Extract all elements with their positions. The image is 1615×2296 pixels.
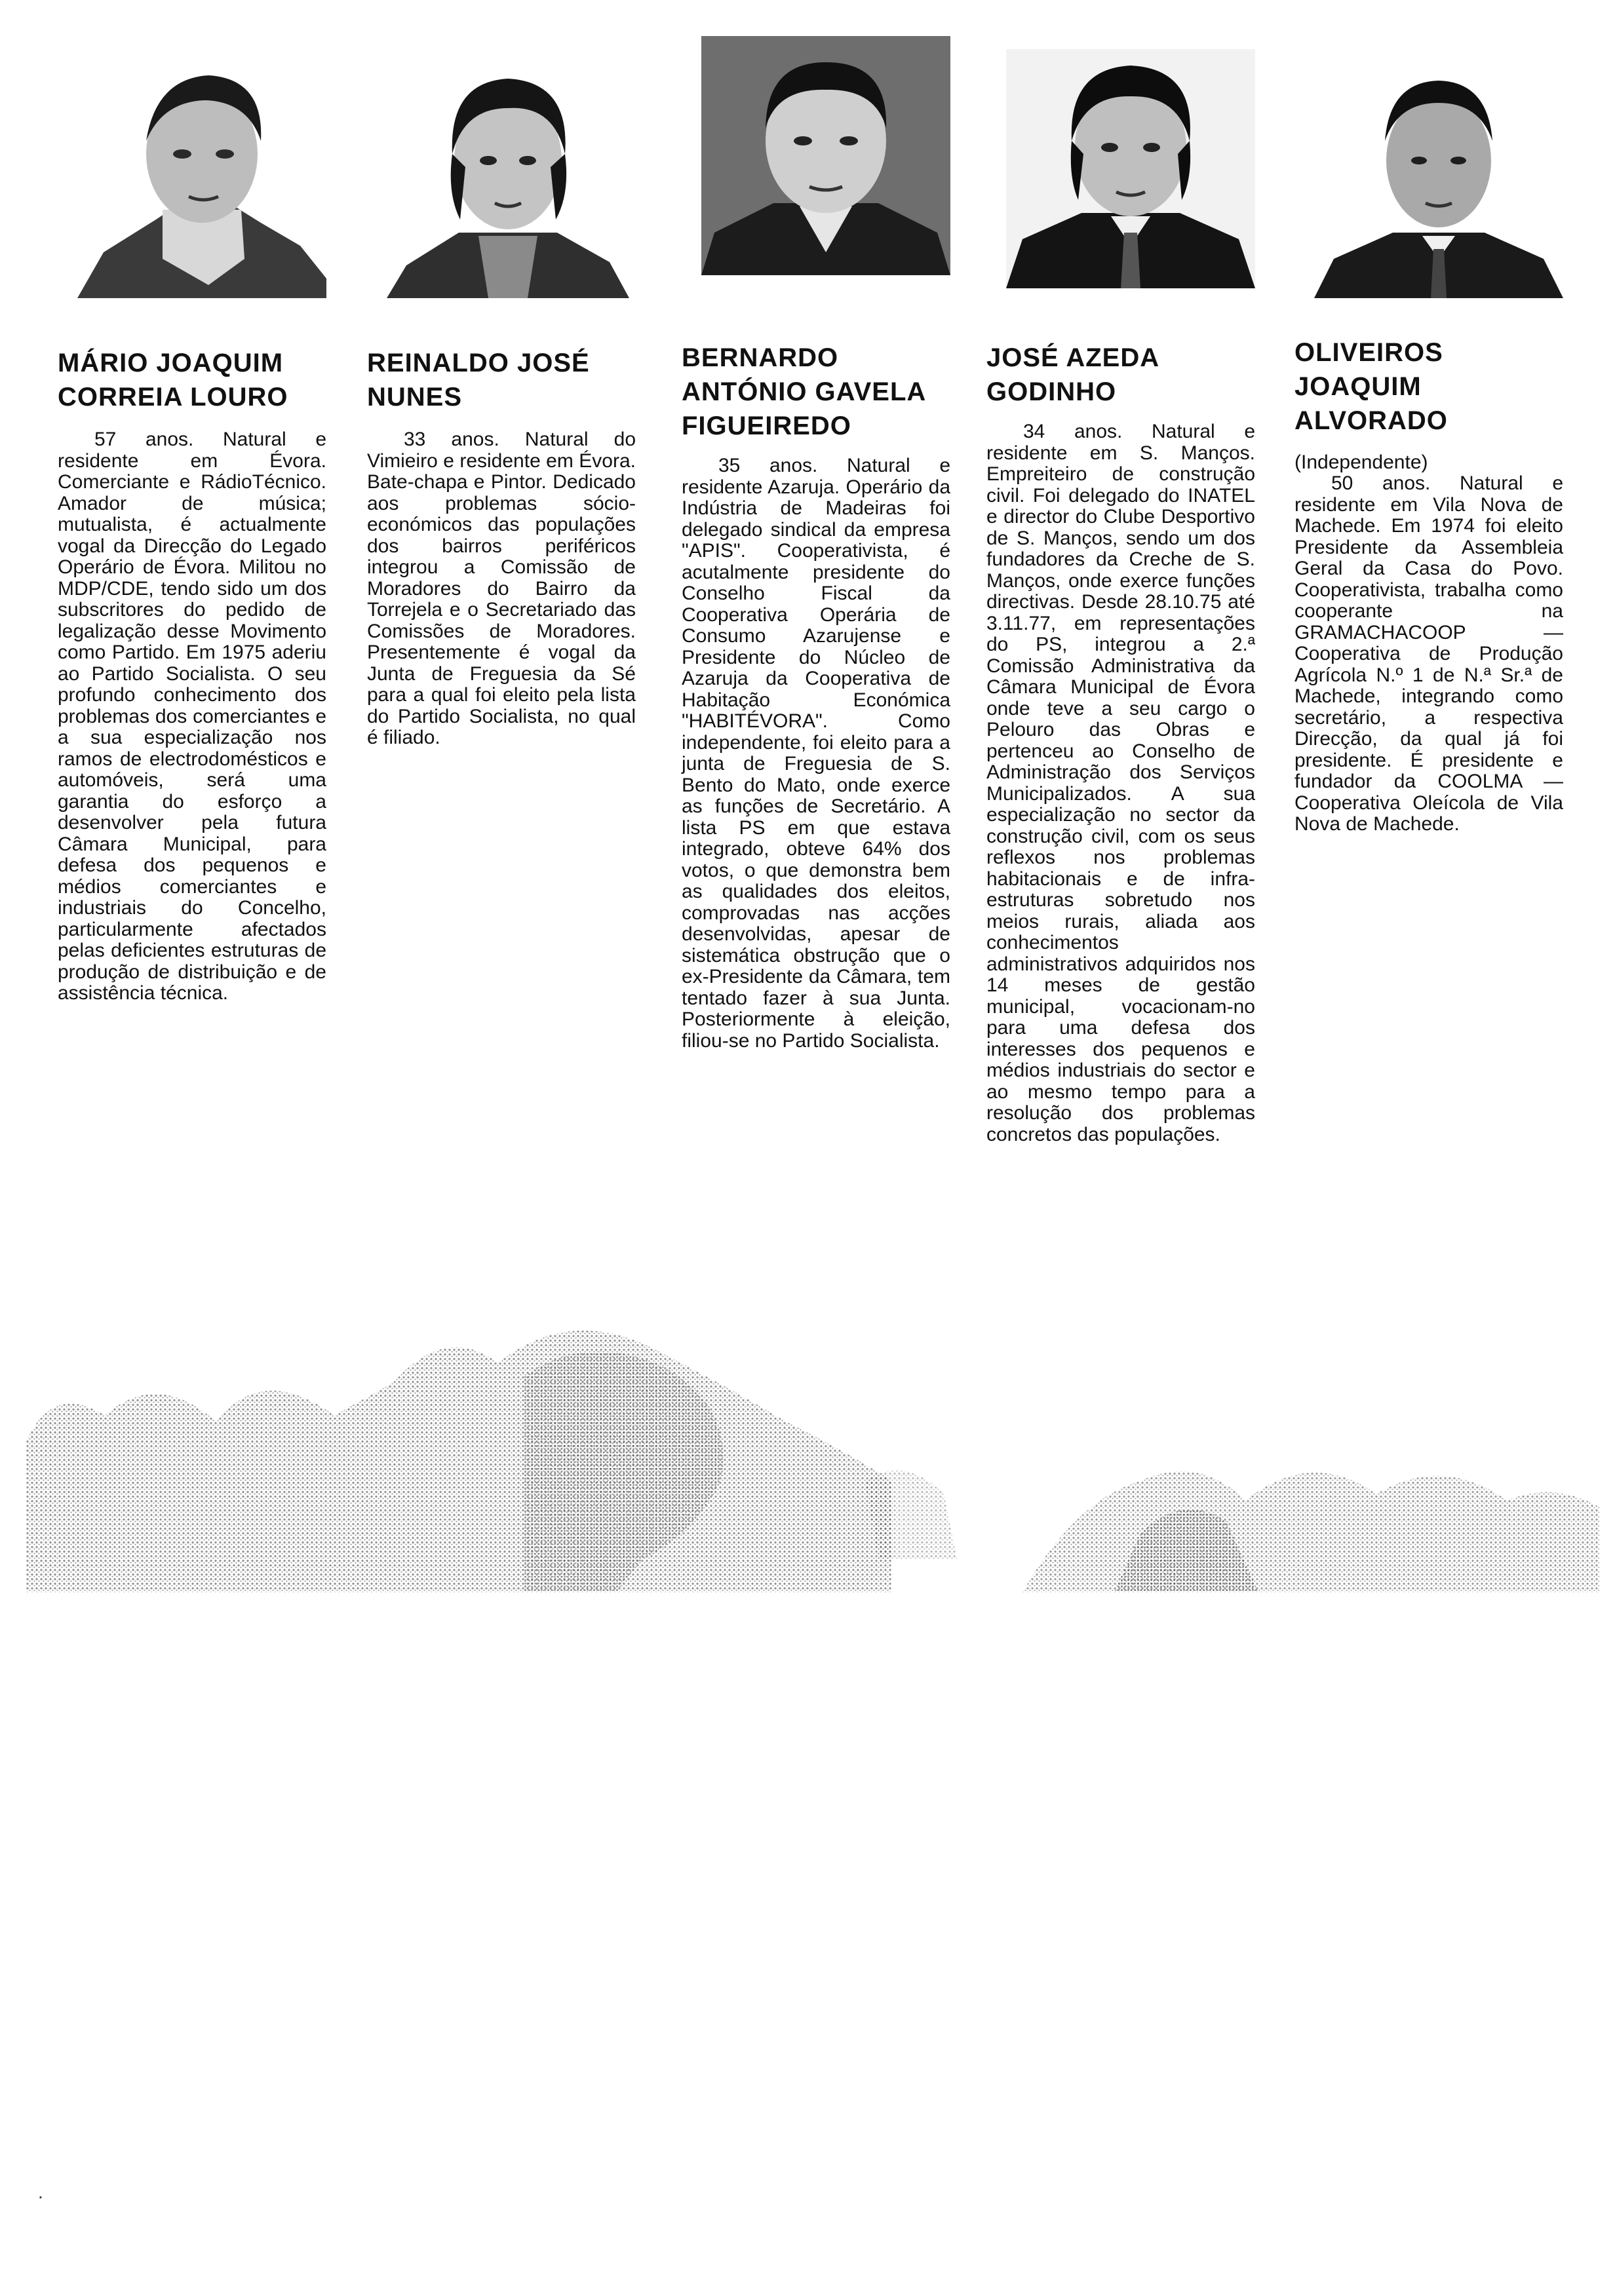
candidate-bio-4 (986, 421, 1255, 1145)
candidate-name-1 (58, 346, 346, 414)
bio-text: 33 anos. Natural do Vimieiro e residente em Évora. Bate-chapa e Pintor. Dedicado aos problemas sócio-económicos das populações dos bairros periféricos integrou a Comissão de Moradores do Bairro da Torrejela e o Secretariado das Comissões de Moradores. Presentemente é vogal da Junta de Freguesia da Sé para a qual foi eleito pela lista do Partido Socialista, no qual é filiado. (367, 429, 636, 748)
portrait-photo-3 (701, 36, 950, 275)
page-mark: . (38, 2182, 43, 2202)
name-line: MÁRIO JOAQUIM (58, 349, 284, 377)
name-line: ANTÓNIO GAVELA (682, 377, 927, 406)
candidate-bio-3 (682, 455, 950, 1052)
candidate-bio-2 (367, 429, 636, 749)
halftone-background-texture (26, 1284, 1599, 1592)
name-line: JOSÉ AZEDA (986, 343, 1160, 372)
name-line: BERNARDO (682, 343, 839, 372)
candidate-affiliation-5: (Independente) (1294, 451, 1428, 473)
portrait-photo-4 (1006, 49, 1255, 288)
name-line: FIGUEIREDO (682, 411, 851, 440)
name-line: JOAQUIM (1294, 372, 1422, 401)
portrait-photo-5 (1314, 62, 1563, 298)
candidate-name-3 (682, 341, 970, 443)
portrait-photo-1 (77, 56, 326, 298)
portrait-photo-2 (387, 56, 629, 298)
candidate-name-4 (986, 341, 1275, 409)
bio-text: 35 anos. Natural e residente Azaruja. Operário da Indústria de Madeiras foi delegado sindical da empresa "APIS". Cooperativista, é acutalmente presidente do Conselho Fiscal da Cooperativa Operária de Consumo Azarujense e Presidente do Núcleo de Azaruja da Cooperativa de Habitação Económica "HABITÉVORA". Como independente, foi eleito para a junta de Freguesia de S. Bento do Mato, onde exerce as funções de Secretário. A lista PS em que estava integrado, obteve 64% dos votos, o que demonstra bem as qualidades dos eleitos, comprovadas nas acções desenvolvidas, apesar de sistemática obstrução que o ex-Presidente da Câmara, tem tentado fazer à sua Junta. Posteriormente à eleição, filiou-se no Partido Socialista. (682, 455, 950, 1052)
bio-text: 34 anos. Natural e residente em S. Manços. Empreiteiro de construção civil. Foi delegado do INATEL e director do Clube Desportivo de S. Manços, sendo um dos fundadores da Creche de S. Manços, onde exerce funções directivas. Desde 28.10.75 até 3.11.77, em representações do PS, integrou a 2.ª Comissão Administrativa da Câmara Municipal de Évora onde teve a seu cargo o Pelouro das Obras e pertenceu ao Conselho de Administração dos Serviços Municipalizados. A sua especialização no sector da construção civil, com os seus reflexos nos problemas habitacionais e de infra-estruturas sobretudo nos meios rurais, aliada aos conhecimentos administrativos adquiridos nos 14 meses de gestão municipal, vocacionam-no para uma defesa dos interesses dos pequenos e médios industriais do sector e ao mesmo tempo para a resolução dos problemas concretos das populações. (986, 421, 1255, 1145)
name-line: OLIVEIROS (1294, 338, 1443, 367)
name-line: REINALDO JOSÉ (367, 349, 590, 377)
candidate-bio-5 (1294, 473, 1563, 835)
name-line: GODINHO (986, 377, 1117, 406)
bio-text: 50 anos. Natural e residente em Vila Nova de Machede. Em 1974 foi eleito Presidente da Assembleia Geral da Casa do Povo. Cooperativista, trabalha como cooperante na GRAMACHACOOP — Cooperativa de Produção Agrícola N.º 1 de N.ª Sr.ª de Machede, integrando como secretário, a respectiva Direcção, da qual já foi presidente. É presidente e fundador da COOLMA — Cooperativa Oleícola de Vila Nova de Machede. (1294, 472, 1563, 835)
name-line: CORREIA LOURO (58, 383, 288, 411)
candidate-bio-1 (58, 429, 326, 1004)
name-line: ALVORADO (1294, 406, 1448, 435)
bio-text: 57 anos. Natural e residente em Évora. Comerciante e RádioTécnico. Amador de música; mutualista, é actualmente vogal da Direcção do Legado Operário de Évora. Militou no MDP/CDE, tendo sido um dos subscritores do pedido de legalização desse Movimento como Partido. Em 1975 aderiu ao Partido Socialista. O seu profundo conhecimento dos problemas dos comerciantes e a sua especialização nos ramos de electrodomésticos e automóveis, será uma garantia do esforço a desenvolver pela futura Câmara Municipal, para defesa dos pequenos e médios comerciantes e industriais do Concelho, particularmente afectados pelas deficientes estruturas de produção de distribuição e de assistência técnica. (58, 429, 326, 1004)
candidate-name-5 (1294, 335, 1583, 438)
candidate-name-2 (367, 346, 655, 414)
name-line: NUNES (367, 383, 463, 411)
